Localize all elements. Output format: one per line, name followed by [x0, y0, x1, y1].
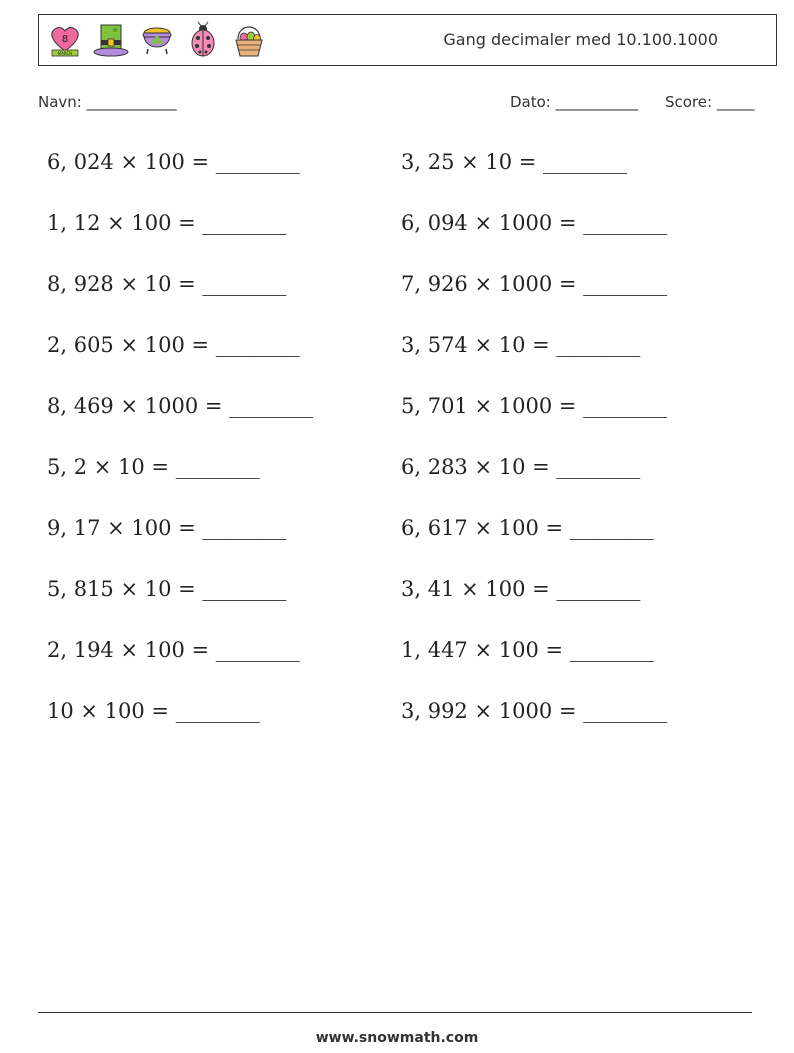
problem-left-6: 5, 2 × 10 = ________	[47, 455, 260, 479]
leprechaun-hat-icon	[93, 21, 129, 61]
easter-basket-icon	[231, 21, 267, 61]
score-field: Score: _____	[665, 93, 755, 111]
problem-right-8: 3, 41 × 100 = ________	[401, 577, 641, 601]
name-field: Navn: ____________	[38, 93, 177, 111]
problem-right-2: 6, 094 × 1000 = ________	[401, 211, 668, 235]
problem-right-7: 6, 617 × 100 = ________	[401, 516, 654, 540]
worksheet-title: Gang decimaler med 10.100.1000	[443, 30, 718, 49]
problem-left-8: 5, 815 × 10 = ________	[47, 577, 287, 601]
problem-left-10: 10 × 100 = ________	[47, 699, 260, 723]
worksheet-header	[38, 14, 777, 66]
header-icons	[47, 21, 267, 61]
problem-right-10: 3, 992 × 1000 = ________	[401, 699, 668, 723]
heart-number: 8	[61, 34, 69, 45]
problem-left-2: 1, 12 × 100 = ________	[47, 211, 287, 235]
footer-url: www.snowmath.com	[315, 1030, 479, 1046]
problem-right-9: 1, 447 × 100 = ________	[401, 638, 654, 662]
problem-right-5: 5, 701 × 1000 = ________	[401, 394, 668, 418]
ladybug-icon	[185, 21, 221, 61]
problem-right-1: 3, 25 × 10 = ________	[401, 150, 628, 174]
problem-left-3: 8, 928 × 10 = ________	[47, 272, 287, 296]
heart-march-8-icon	[47, 21, 83, 61]
problem-right-3: 7, 926 × 1000 = ________	[401, 272, 668, 296]
problem-left-4: 2, 605 × 100 = ________	[47, 333, 300, 357]
heart-ribbon-text: MARCH	[57, 51, 73, 56]
pot-of-gold-icon	[139, 21, 175, 61]
problem-right-4: 3, 574 × 10 = ________	[401, 333, 641, 357]
date-field: Dato: ___________	[510, 93, 639, 111]
problem-right-6: 6, 283 × 10 = ________	[401, 455, 641, 479]
problem-left-5: 8, 469 × 1000 = ________	[47, 394, 314, 418]
footer-divider	[38, 1012, 752, 1013]
problem-left-9: 2, 194 × 100 = ________	[47, 638, 300, 662]
problem-left-1: 6, 024 × 100 = ________	[47, 150, 300, 174]
problem-left-7: 9, 17 × 100 = ________	[47, 516, 287, 540]
